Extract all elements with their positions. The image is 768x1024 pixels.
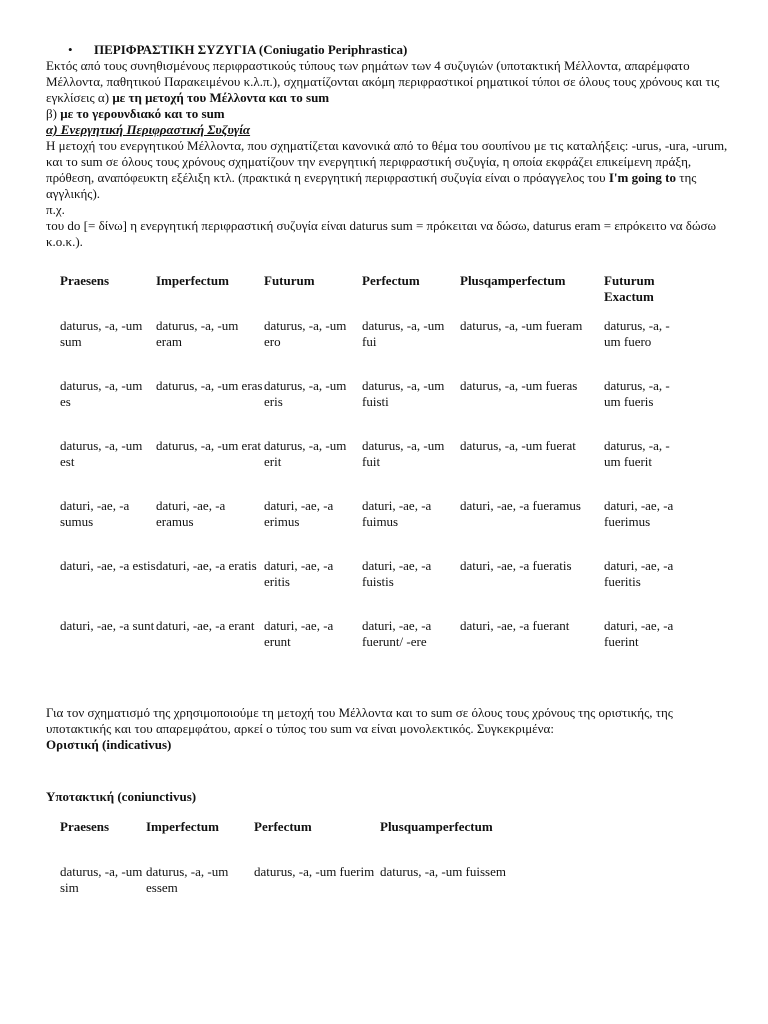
- table-cell: daturi, -ae, -a fueritis: [604, 558, 674, 589]
- table-cell: daturi, -ae, -a eritis: [264, 558, 334, 589]
- table-row: [60, 618, 684, 678]
- subjunctive-table: [60, 819, 510, 896]
- section-a-title-text: α) Ενεργητική Περιφραστική Συζυγία: [46, 122, 251, 137]
- intro-text: Εκτός από τους συνηθισμένους περιφραστικούς τύπους των ρημάτων των 4 συζυγιών (υποτακτική Μέλλοντα, απαρέμφατο Μέλλοντα, παθητικού Παρακειμένου κ.λ.π.), σχηματίζονται ακόμη περιφραστικοί ρηματικοί τύποι σε όλους τους χρόνους και τις εγκλίσεις α): [46, 58, 720, 105]
- table-cell: daturus, -a, -um es: [60, 378, 143, 409]
- col-header: Futurum Exactum: [604, 273, 655, 304]
- table-cell: daturi, -ae, -a fueramus: [460, 498, 581, 513]
- table-cell: daturus, -a, -um fuit: [362, 438, 445, 469]
- section-a-text-end: της αγγλικής).: [46, 170, 697, 201]
- table-row: [60, 498, 684, 558]
- table-cell: daturus, -a, -um fuerat: [460, 438, 576, 453]
- col-header: Praesens: [60, 819, 110, 834]
- table-cell: daturi, -ae, -a fuimus: [362, 498, 432, 529]
- table-cell: daturi, -ae, -a sunt: [60, 618, 155, 633]
- table-cell: daturus, -a, -um eras: [156, 378, 263, 393]
- table-cell: daturi, -ae, -a eratis: [156, 558, 257, 573]
- table-row: [60, 318, 684, 378]
- table-cell: daturus, -a, -um fuero: [604, 318, 670, 349]
- table-cell: daturus, -a, -um erat: [156, 438, 262, 453]
- table-cell: daturus, -a, -um fuerit: [604, 438, 670, 469]
- table-cell: daturi, -ae, -a sumus: [60, 498, 130, 529]
- table-row: [60, 438, 684, 498]
- table-cell: daturi, -ae, -a fuerint: [604, 618, 674, 649]
- col-header: Perfectum: [254, 819, 312, 834]
- table-cell: daturi, -ae, -a fuerunt/ -ere: [362, 618, 432, 649]
- col-header: Imperfectum: [146, 819, 219, 834]
- table-cell: daturus, -a, -um fueris: [604, 378, 670, 409]
- table-cell: daturus, -a, -um ero: [264, 318, 347, 349]
- table-cell: daturus, -a, -um sim: [60, 864, 143, 895]
- example-text: του do [= δίνω] η ενεργητική περιφραστική συζυγία είναι daturus sum = πρόκειται να δώσω, daturus eram = επρόκειτο να δώσω κ.ο.κ.).: [46, 218, 717, 249]
- intro-bold-b: με το γερουνδιακό και το sum: [60, 106, 225, 121]
- table-cell: daturi, -ae, -a eramus: [156, 498, 226, 529]
- table-cell: daturi, -ae, -a estis: [60, 558, 156, 573]
- intro-bold-a: με τη μετοχή του Μέλλοντα και το sum: [112, 90, 330, 105]
- intro-b-prefix: β): [46, 106, 61, 121]
- section-a-paragraph: [46, 138, 736, 202]
- table-cell: daturus, -a, -um eris: [264, 378, 347, 409]
- example-label: π.χ.: [46, 202, 65, 217]
- table-cell: daturus, -a, -um fuerim: [254, 864, 375, 879]
- intro-paragraph: [46, 58, 736, 106]
- table-cell: daturi, -ae, -a fuerimus: [604, 498, 674, 529]
- table-row: [60, 864, 510, 896]
- table-cell: daturus, -a, -um fuisti: [362, 378, 445, 409]
- section-a-title: [46, 122, 736, 138]
- subjunctive-heading: Υποτακτική (coniunctivus): [46, 789, 197, 804]
- table-header-row: [60, 273, 684, 318]
- table-cell: daturus, -a, -um essem: [146, 864, 229, 895]
- table-cell: daturi, -ae, -a erunt: [264, 618, 334, 649]
- document-page: [46, 42, 736, 896]
- table-cell: daturus, -a, -um fueras: [460, 378, 578, 393]
- bullet-icon: •: [68, 42, 73, 57]
- table-cell: daturus, -a, -um fuissem: [380, 864, 507, 879]
- table-cell: daturi, -ae, -a fuerant: [460, 618, 570, 633]
- formation-paragraph: Για τον σχηματισμό της χρησιμοποιούμε τη μετοχή του Μέλλοντα και το sum σε όλους τους χρόνους της οριστικής, της υποτακτικής και του απαρεμφάτου, αρκεί ο τύπος του sum να είναι μονολεκτικός. Συγκεκριμένα:: [46, 705, 673, 736]
- table-cell: daturus, -a, -um fui: [362, 318, 445, 349]
- col-header: Perfectum: [362, 273, 420, 288]
- table-header-row: [60, 819, 510, 864]
- table-cell: daturi, -ae, -a fuistis: [362, 558, 432, 589]
- table-cell: daturus, -a, -um eram: [156, 318, 239, 349]
- active-periphrastic-table: [60, 273, 684, 678]
- col-header: Imperfectum: [156, 273, 229, 288]
- table-cell: daturi, -ae, -a fueratis: [460, 558, 572, 573]
- table-row: [60, 558, 684, 618]
- intro-line-b: [46, 106, 736, 122]
- table-cell: daturi, -ae, -a erimus: [264, 498, 334, 529]
- col-header: Plusquamperfectum: [380, 819, 493, 834]
- table-cell: daturus, -a, -um fueram: [460, 318, 583, 333]
- col-header: Futurum: [264, 273, 315, 288]
- col-header: Plusqamperfectum: [460, 273, 566, 288]
- section-a-bold: I'm going to: [608, 170, 676, 185]
- table-cell: daturus, -a, -um est: [60, 438, 143, 469]
- col-header: Praesens: [60, 273, 110, 288]
- section-heading: [46, 42, 736, 58]
- table-cell: daturus, -a, -um erit: [264, 438, 347, 469]
- table-cell: daturi, -ae, -a erant: [156, 618, 255, 633]
- table-row: [60, 378, 684, 438]
- heading-text: ΠΕΡΙΦΡΑΣΤΙΚΗ ΣΥΖΥΓΙΑ (Coniugatio Periphrastica): [94, 42, 408, 57]
- section-a-text: Η μετοχή του ενεργητικού Μέλλοντα, που σχηματίζεται κανονικά από το θέμα του σουπίνου με τις καταλήξεις: -urus, -ura, -urum, και το sum σε όλους τους χρόνους σχηματίζουν την ενεργητική περιφραστική συζυγία, η οποία εκφράζει επικείμενη πράξη, πρόθεση, αναπόφευκτη εξέλιξη κτλ. (πρακτικά η ενεργητική περιφραστική συζυγία είναι ο πρόαγγελος του: [46, 138, 728, 185]
- indicative-heading: Οριστική (indicativus): [46, 737, 172, 752]
- table-cell: daturus, -a, -um sum: [60, 318, 143, 349]
